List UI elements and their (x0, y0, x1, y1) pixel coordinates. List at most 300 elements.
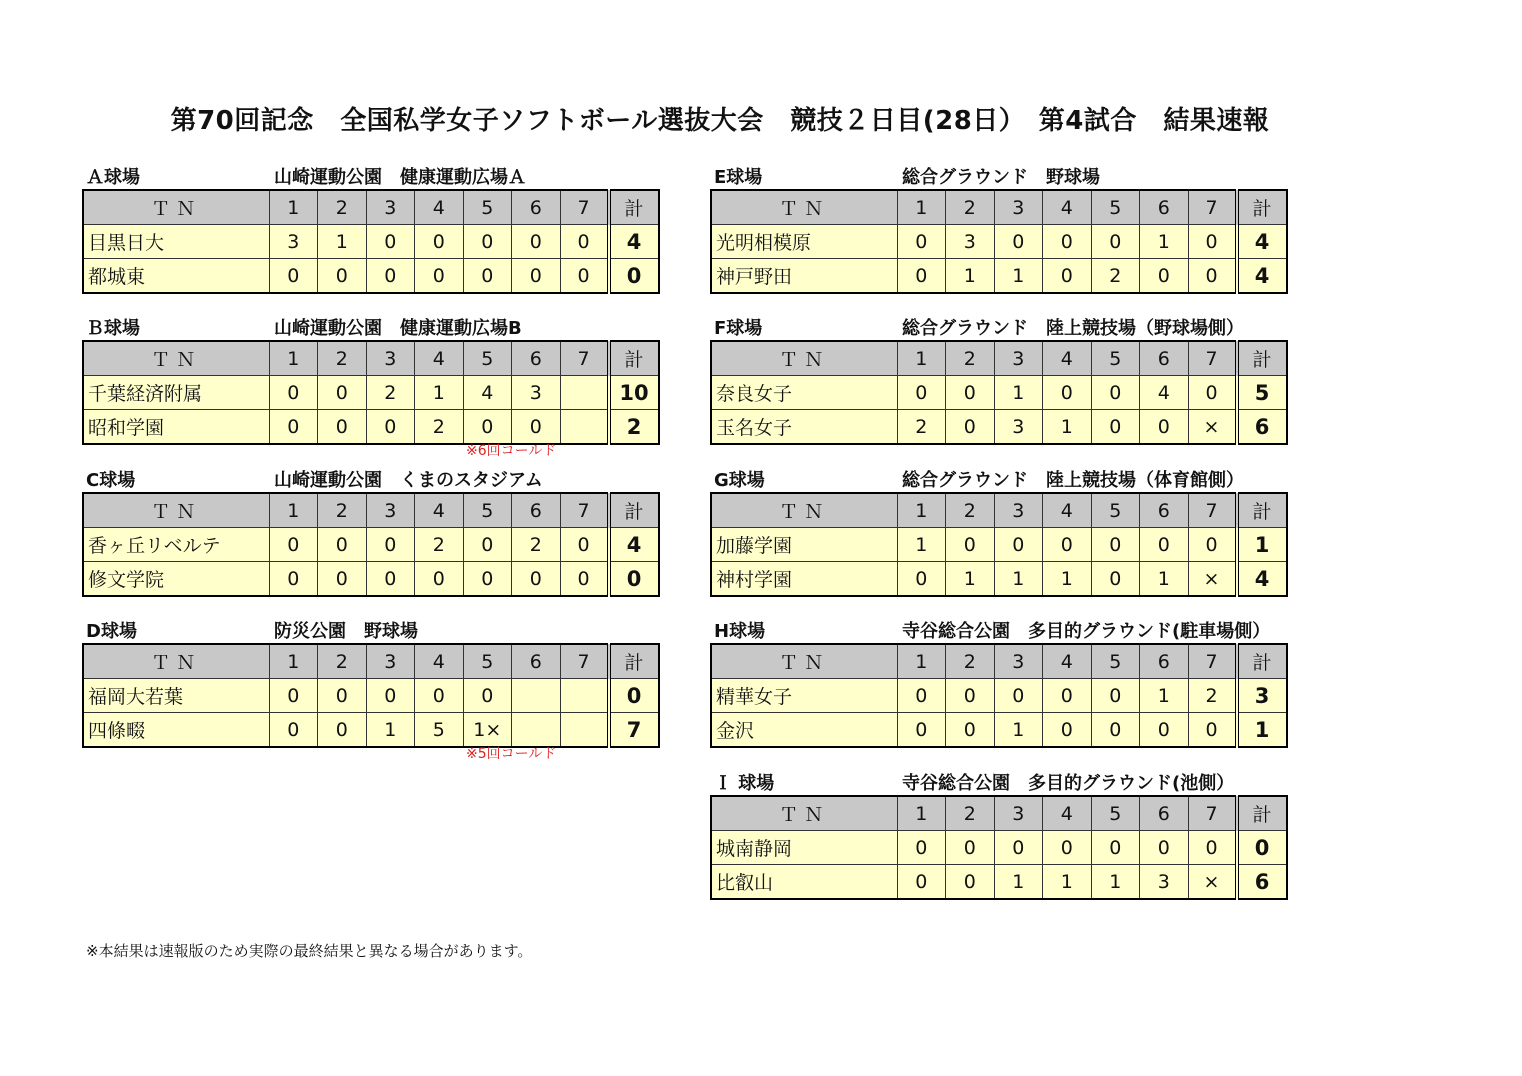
inning-header: 3 (366, 190, 415, 225)
inning-score: 0 (1043, 713, 1092, 748)
game-block (710, 465, 1286, 597)
inning-score: 3 (1140, 865, 1189, 900)
inning-score: 0 (1091, 679, 1140, 713)
inning-score: 0 (269, 376, 318, 410)
inning-header: 3 (994, 341, 1043, 376)
game-header (710, 465, 1286, 492)
inning-header: 6 (1140, 341, 1189, 376)
inning-score: 0 (1091, 225, 1140, 259)
inning-score: 1 (946, 562, 995, 597)
inning-header: 4 (1043, 493, 1092, 528)
inning-score (512, 679, 561, 713)
inning-score: 1 (318, 225, 367, 259)
inning-score (560, 713, 609, 748)
inning-header: 1 (897, 644, 946, 679)
inning-score: 0 (560, 528, 609, 562)
inning-header: 3 (994, 644, 1043, 679)
game-block (82, 313, 658, 445)
inning-score: 0 (415, 259, 464, 294)
inning-score: 0 (897, 259, 946, 294)
inning-header: 4 (1043, 341, 1092, 376)
header-row (83, 493, 659, 528)
inning-score: 0 (1091, 831, 1140, 865)
game-header (710, 162, 1286, 189)
inning-score: 3 (994, 410, 1043, 445)
game-block (710, 313, 1286, 445)
game-block (82, 465, 658, 597)
inning-score: 0 (1188, 831, 1237, 865)
inning-score (560, 679, 609, 713)
team-column-header: ＴＮ (711, 796, 897, 831)
inning-header: 2 (946, 644, 995, 679)
team-row (711, 410, 1287, 445)
inning-score: 0 (269, 410, 318, 445)
inning-score: 0 (318, 713, 367, 748)
game-header (82, 162, 658, 189)
scoreboard-table (710, 340, 1288, 445)
inning-header: 7 (560, 493, 609, 528)
inning-score: 0 (318, 562, 367, 597)
venue-name: 寺谷総合公園 多目的グラウンド(池側） (902, 773, 1235, 794)
inning-score: 0 (269, 562, 318, 597)
inning-score: 0 (269, 528, 318, 562)
inning-header: 1 (269, 493, 318, 528)
field-name: D球場 (86, 621, 137, 642)
total-score: 7 (609, 713, 659, 748)
inning-score: 0 (897, 562, 946, 597)
inning-header: 5 (1091, 493, 1140, 528)
header-row (83, 644, 659, 679)
inning-header: 6 (1140, 796, 1189, 831)
inning-header: 5 (463, 644, 512, 679)
inning-score: 1 (994, 713, 1043, 748)
inning-header: 7 (1188, 190, 1237, 225)
page-title: 第70回記念 全国私学女子ソフトボール選抜大会 競技２日目(28日） 第4試合 結果速報 (170, 106, 1270, 136)
team-name: 福岡大若葉 (83, 679, 269, 713)
team-name: 比叡山 (711, 865, 897, 900)
total-column-header: 計 (609, 493, 659, 528)
scoreboard-table (82, 340, 660, 445)
inning-header: 3 (994, 796, 1043, 831)
inning-score: 1 (1140, 679, 1189, 713)
inning-score: 2 (897, 410, 946, 445)
inning-score: 0 (463, 259, 512, 294)
inning-header: 6 (1140, 493, 1189, 528)
inning-score: 0 (946, 713, 995, 748)
inning-header: 2 (318, 493, 367, 528)
total-score: 5 (1237, 376, 1287, 410)
inning-score: 0 (897, 679, 946, 713)
inning-header: 6 (512, 493, 561, 528)
total-score: 4 (1237, 562, 1287, 597)
inning-header: 3 (366, 341, 415, 376)
inning-header: 7 (1188, 493, 1237, 528)
inning-header: 2 (946, 341, 995, 376)
team-row (711, 865, 1287, 900)
team-row (83, 410, 659, 445)
inning-score: 0 (1188, 528, 1237, 562)
field-name: F球場 (714, 318, 763, 339)
inning-score: 0 (1043, 225, 1092, 259)
scoreboard-table (82, 643, 660, 748)
team-name: 昭和学園 (83, 410, 269, 445)
venue-name: 山崎運動公園 健康運動広場Ａ (274, 167, 526, 188)
inning-score: 0 (366, 259, 415, 294)
game-block (710, 162, 1286, 294)
venue-name: 総合グラウンド 陸上競技場（体育館側） (902, 470, 1244, 491)
game-header (82, 616, 658, 643)
inning-score: 0 (1140, 528, 1189, 562)
venue-name: 防災公園 野球場 (274, 621, 418, 642)
inning-score: 0 (463, 679, 512, 713)
team-row (711, 562, 1287, 597)
team-row (83, 259, 659, 294)
inning-score: 0 (318, 679, 367, 713)
scoreboard-table (82, 492, 660, 597)
team-row (83, 376, 659, 410)
inning-score: 1 (1140, 562, 1189, 597)
team-row (711, 376, 1287, 410)
inning-score: 0 (897, 225, 946, 259)
inning-score: 2 (1091, 259, 1140, 294)
venue-name: 総合グラウンド 陸上競技場（野球場側） (902, 318, 1244, 339)
team-row (711, 713, 1287, 748)
total-score: 0 (609, 562, 659, 597)
team-name: 都城東 (83, 259, 269, 294)
inning-header: 2 (946, 796, 995, 831)
inning-score: 3 (512, 376, 561, 410)
scoreboard-table (710, 643, 1288, 748)
inning-score: 1 (994, 865, 1043, 900)
inning-header: 3 (366, 493, 415, 528)
total-score: 6 (1237, 865, 1287, 900)
inning-score: × (1188, 562, 1237, 597)
inning-score: 1 (994, 376, 1043, 410)
inning-score: 2 (512, 528, 561, 562)
scoreboard-table (710, 795, 1288, 900)
inning-score: 0 (946, 410, 995, 445)
inning-score: 0 (366, 528, 415, 562)
inning-score: 0 (512, 259, 561, 294)
inning-header: 7 (1188, 796, 1237, 831)
inning-score: 0 (366, 562, 415, 597)
game-block (710, 616, 1286, 748)
inning-header: 2 (318, 341, 367, 376)
inning-score: 0 (946, 528, 995, 562)
team-name: 四條畷 (83, 713, 269, 748)
inning-header: 4 (415, 493, 464, 528)
total-column-header: 計 (1237, 644, 1287, 679)
inning-header: 7 (560, 644, 609, 679)
inning-score: 0 (1188, 713, 1237, 748)
team-row (83, 679, 659, 713)
inning-header: 1 (897, 796, 946, 831)
field-name: G球場 (714, 470, 765, 491)
total-score: 4 (1237, 225, 1287, 259)
team-name: 城南静岡 (711, 831, 897, 865)
inning-score: 0 (415, 562, 464, 597)
total-column-header: 計 (1237, 493, 1287, 528)
inning-header: 6 (1140, 190, 1189, 225)
team-column-header: ＴＮ (83, 644, 269, 679)
inning-score: 0 (560, 259, 609, 294)
team-row (83, 713, 659, 748)
total-score: 10 (609, 376, 659, 410)
inning-header: 5 (463, 493, 512, 528)
inning-score: 0 (269, 679, 318, 713)
total-score: 1 (1237, 713, 1287, 748)
inning-score: 2 (415, 410, 464, 445)
field-name: Ａ球場 (86, 167, 140, 188)
inning-header: 1 (897, 190, 946, 225)
inning-header: 6 (512, 644, 561, 679)
inning-header: 6 (512, 190, 561, 225)
inning-score: 0 (463, 562, 512, 597)
inning-score: 0 (1091, 528, 1140, 562)
team-column-header: ＴＮ (83, 341, 269, 376)
team-name: 光明相模原 (711, 225, 897, 259)
inning-score: 0 (318, 410, 367, 445)
inning-score: 0 (560, 225, 609, 259)
inning-score: 0 (366, 225, 415, 259)
inning-score (512, 713, 561, 748)
inning-header: 7 (560, 190, 609, 225)
inning-score: 0 (994, 528, 1043, 562)
inning-header: 5 (1091, 190, 1140, 225)
total-score: 3 (1237, 679, 1287, 713)
inning-header: 3 (994, 493, 1043, 528)
inning-score: 1 (897, 528, 946, 562)
inning-header: 2 (318, 644, 367, 679)
inning-score: 4 (463, 376, 512, 410)
total-score: 1 (1237, 528, 1287, 562)
team-name: 神村学園 (711, 562, 897, 597)
header-row (711, 493, 1287, 528)
field-name: Ｉ 球場 (714, 773, 775, 794)
inning-score: 0 (1091, 376, 1140, 410)
header-row (83, 190, 659, 225)
inning-score: 0 (1188, 225, 1237, 259)
field-name: H球場 (714, 621, 766, 642)
total-score: 4 (1237, 259, 1287, 294)
total-column-header: 計 (609, 644, 659, 679)
total-score: 0 (609, 679, 659, 713)
team-column-header: ＴＮ (711, 644, 897, 679)
scoreboard-table (710, 189, 1288, 294)
inning-score: 0 (1140, 259, 1189, 294)
inning-header: 6 (1140, 644, 1189, 679)
inning-header: 1 (269, 341, 318, 376)
inning-score: 1 (1043, 410, 1092, 445)
inning-score: 2 (415, 528, 464, 562)
game-header (710, 768, 1286, 795)
inning-score: 1 (994, 562, 1043, 597)
header-row (83, 341, 659, 376)
inning-score: 0 (512, 562, 561, 597)
inning-header: 1 (269, 190, 318, 225)
inning-score: 0 (1140, 831, 1189, 865)
inning-score: 0 (463, 225, 512, 259)
team-name: 目黒日大 (83, 225, 269, 259)
inning-score: 5 (415, 713, 464, 748)
team-row (711, 259, 1287, 294)
inning-score: 3 (946, 225, 995, 259)
inning-score: 0 (1091, 410, 1140, 445)
venue-name: 山崎運動公園 くまのスタジアム (274, 470, 543, 491)
team-row (711, 528, 1287, 562)
inning-score: 1 (1043, 562, 1092, 597)
total-column-header: 計 (1237, 190, 1287, 225)
inning-score: 0 (897, 831, 946, 865)
inning-score: 0 (463, 528, 512, 562)
inning-header: 4 (1043, 796, 1092, 831)
scoreboard-table (710, 492, 1288, 597)
team-name: 奈良女子 (711, 376, 897, 410)
inning-score: 0 (318, 376, 367, 410)
inning-score: 1 (946, 259, 995, 294)
inning-score: 0 (463, 410, 512, 445)
inning-score: 1 (1091, 865, 1140, 900)
game-header (710, 616, 1286, 643)
field-name: E球場 (714, 167, 763, 188)
inning-score: 0 (897, 376, 946, 410)
inning-score: 0 (1043, 831, 1092, 865)
inning-score: 0 (897, 713, 946, 748)
inning-score: 1 (415, 376, 464, 410)
header-row (711, 341, 1287, 376)
inning-score: 0 (897, 865, 946, 900)
inning-score: 0 (1043, 376, 1092, 410)
inning-score: 0 (1043, 679, 1092, 713)
inning-score: 1 (1140, 225, 1189, 259)
inning-header: 2 (946, 493, 995, 528)
footnote: ※本結果は速報版のため実際の最終結果と異なる場合があります。 (86, 942, 533, 960)
inning-score: 0 (1188, 259, 1237, 294)
team-row (83, 528, 659, 562)
inning-header: 2 (318, 190, 367, 225)
game-block (82, 162, 658, 294)
team-row (711, 831, 1287, 865)
inning-score: 0 (1043, 528, 1092, 562)
team-row (83, 562, 659, 597)
inning-score: 3 (269, 225, 318, 259)
inning-header: 1 (897, 493, 946, 528)
inning-score: 0 (994, 679, 1043, 713)
total-score: 2 (609, 410, 659, 445)
inning-score: 1 (994, 259, 1043, 294)
inning-header: 4 (1043, 644, 1092, 679)
called-game-note: ※5回コールド (466, 746, 557, 762)
inning-score: 0 (512, 225, 561, 259)
inning-score (560, 410, 609, 445)
total-score: 4 (609, 528, 659, 562)
inning-score: 0 (994, 831, 1043, 865)
inning-score: × (1188, 410, 1237, 445)
inning-score: 0 (318, 528, 367, 562)
scoreboard-table (82, 189, 660, 294)
team-column-header: ＴＮ (711, 341, 897, 376)
inning-header: 6 (512, 341, 561, 376)
inning-score: 0 (1043, 259, 1092, 294)
inning-score (560, 376, 609, 410)
field-name: C球場 (86, 470, 136, 491)
inning-score: 1 (1043, 865, 1092, 900)
team-name: 玉名女子 (711, 410, 897, 445)
header-row (711, 190, 1287, 225)
field-name: Ｂ球場 (86, 318, 140, 339)
inning-score: 0 (1188, 376, 1237, 410)
inning-score: 0 (318, 259, 367, 294)
inning-header: 7 (560, 341, 609, 376)
inning-header: 5 (463, 341, 512, 376)
venue-name: 山崎運動公園 健康運動広場B (274, 318, 522, 339)
total-column-header: 計 (1237, 796, 1287, 831)
inning-header: 4 (1043, 190, 1092, 225)
inning-score: 1 (366, 713, 415, 748)
team-name: 精華女子 (711, 679, 897, 713)
venue-name: 寺谷総合公園 多目的グラウンド(駐車場側） (902, 621, 1271, 642)
team-name: 香ヶ丘リベルテ (83, 528, 269, 562)
inning-score: 0 (946, 376, 995, 410)
inning-header: 4 (415, 644, 464, 679)
inning-header: 7 (1188, 644, 1237, 679)
inning-header: 5 (1091, 644, 1140, 679)
inning-score: 0 (1140, 410, 1189, 445)
inning-header: 1 (897, 341, 946, 376)
inning-score: 0 (946, 679, 995, 713)
team-row (711, 679, 1287, 713)
inning-score: 0 (1140, 713, 1189, 748)
inning-header: 2 (946, 190, 995, 225)
inning-header: 4 (415, 190, 464, 225)
total-score: 6 (1237, 410, 1287, 445)
header-row (711, 796, 1287, 831)
team-column-header: ＴＮ (83, 493, 269, 528)
total-score: 4 (609, 225, 659, 259)
venue-name: 総合グラウンド 野球場 (902, 167, 1100, 188)
inning-score: 0 (366, 410, 415, 445)
inning-score: 0 (994, 225, 1043, 259)
total-column-header: 計 (1237, 341, 1287, 376)
total-score: 0 (609, 259, 659, 294)
game-header (82, 465, 658, 492)
team-column-header: ＴＮ (711, 190, 897, 225)
inning-header: 5 (1091, 796, 1140, 831)
game-header (82, 313, 658, 340)
team-column-header: ＴＮ (83, 190, 269, 225)
inning-header: 3 (366, 644, 415, 679)
inning-score: 2 (1188, 679, 1237, 713)
inning-score: 0 (269, 259, 318, 294)
team-column-header: ＴＮ (711, 493, 897, 528)
called-game-note: ※6回コールド (466, 443, 557, 459)
inning-score: 0 (560, 562, 609, 597)
inning-header: 5 (463, 190, 512, 225)
header-row (711, 644, 1287, 679)
team-name: 加藤学園 (711, 528, 897, 562)
inning-header: 3 (994, 190, 1043, 225)
inning-score: 0 (1091, 562, 1140, 597)
inning-header: 4 (415, 341, 464, 376)
total-column-header: 計 (609, 341, 659, 376)
team-name: 修文学院 (83, 562, 269, 597)
inning-score: 0 (415, 679, 464, 713)
inning-score: 0 (512, 410, 561, 445)
inning-score: 0 (366, 679, 415, 713)
game-block (710, 768, 1286, 900)
inning-header: 1 (269, 644, 318, 679)
total-column-header: 計 (609, 190, 659, 225)
